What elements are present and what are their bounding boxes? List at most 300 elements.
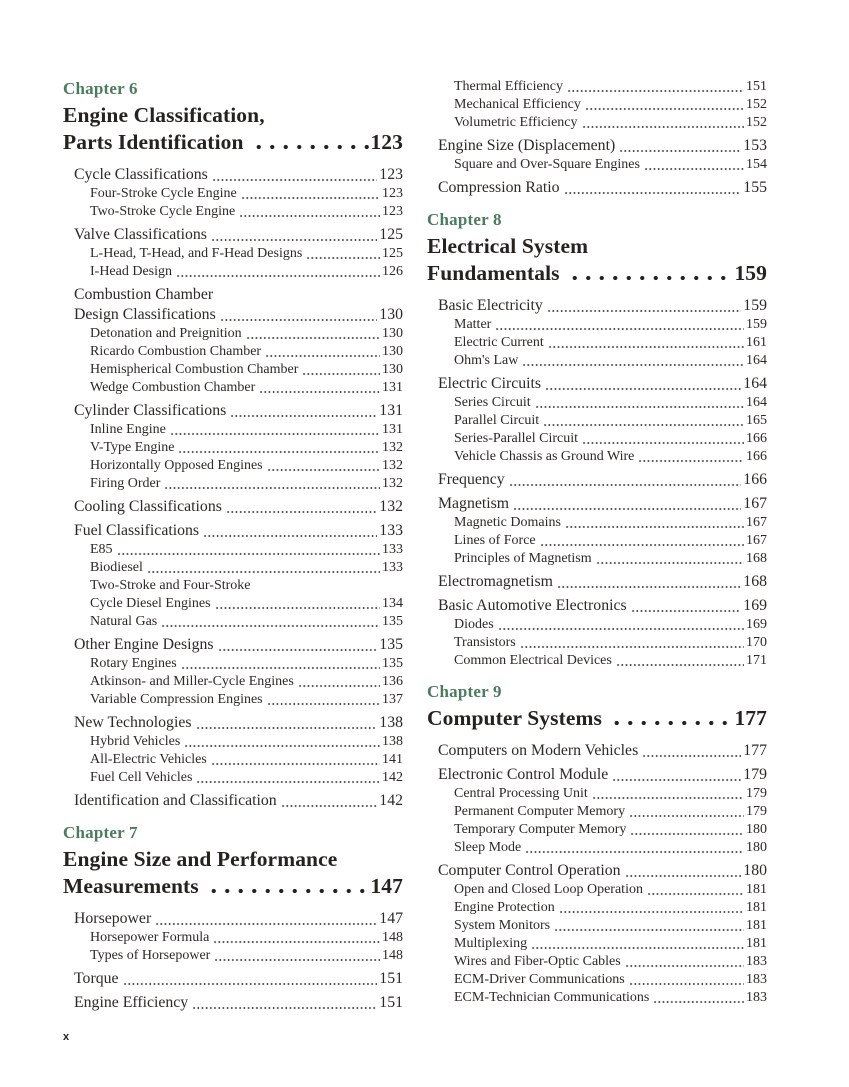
- dot-leader: [619, 136, 741, 156]
- dot-leader: [226, 497, 377, 517]
- toc-entry-row: [90, 325, 403, 343]
- toc-entry-page: 133: [382, 560, 403, 575]
- toc-entry-title: System Monitors: [454, 918, 551, 933]
- toc-entry-row: [74, 305, 403, 325]
- toc-entry-page: 181: [746, 900, 767, 915]
- dot-leader: [647, 881, 744, 899]
- toc-entry-row: [454, 899, 767, 917]
- toc-entry-page: 135: [382, 614, 403, 629]
- toc-entry-row: [438, 374, 767, 394]
- toc-entry-row: [90, 245, 403, 263]
- toc-subentry: [63, 325, 403, 343]
- dot-leader: [181, 655, 380, 673]
- toc-subentry: [63, 185, 403, 203]
- toc-entry-title: Two-Stroke and Four-Stroke: [90, 578, 251, 593]
- dot-leader: [211, 751, 380, 769]
- toc-subentry: [63, 421, 403, 439]
- chapter-label: Chapter 8: [427, 210, 502, 229]
- toc-entry-title: Detonation and Preignition: [90, 326, 242, 341]
- toc-entry-page: 181: [746, 918, 767, 933]
- chapter-heading: [63, 78, 403, 156]
- toc-subentry: [63, 245, 403, 263]
- dot-leader: [246, 325, 380, 343]
- chapter-title-row: [427, 705, 767, 732]
- toc-entry-row: [438, 178, 767, 198]
- toc-entry: [427, 741, 767, 761]
- toc-entry-row: [454, 989, 767, 1007]
- toc-entry-page: 133: [379, 522, 403, 539]
- toc-entry-row: [438, 596, 767, 616]
- toc-entry-page: 132: [379, 498, 403, 515]
- chapter-title-line: Electrical System: [427, 234, 589, 258]
- toc-entry-row: [454, 634, 767, 652]
- toc-entry-row: [90, 475, 403, 493]
- chapter-page-number: 177: [734, 706, 767, 730]
- toc-entry-title: Central Processing Unit: [454, 786, 588, 801]
- toc-entry-row: [90, 457, 403, 475]
- toc-subentry: [427, 803, 767, 821]
- toc-entry-row: [438, 136, 767, 156]
- toc-subentry: [427, 839, 767, 857]
- toc-entry-page: 154: [746, 157, 767, 172]
- chapter-title-line: Measurements: [63, 874, 199, 898]
- chapter-page-number: 159: [734, 261, 767, 285]
- toc-entry-row: [454, 448, 767, 466]
- toc-entry-row: [90, 263, 403, 281]
- dot-leader: [612, 765, 741, 785]
- toc-entry-row: [454, 334, 767, 352]
- toc-entry-page: 170: [746, 635, 767, 650]
- toc-entry-page: 151: [379, 994, 403, 1011]
- toc-entry-page: 169: [746, 617, 767, 632]
- toc-entry-title: Engine Efficiency: [74, 994, 189, 1011]
- toc-entry-page: 126: [382, 264, 403, 279]
- toc-entry-page: 152: [746, 97, 767, 112]
- toc-entry-page: 166: [743, 471, 767, 488]
- toc-entry: [427, 296, 767, 316]
- toc-entry-title: Wires and Fiber-Optic Cables: [454, 954, 621, 969]
- toc-entry-title: Inline Engine: [90, 422, 166, 437]
- dot-leader: [211, 225, 377, 245]
- toc-entry-title: I-Head Design: [90, 264, 173, 279]
- toc-entry-page: 137: [382, 692, 403, 707]
- toc-entry-title: Two-Stroke Cycle Engine: [90, 204, 236, 219]
- toc-entry-page: 167: [743, 495, 767, 512]
- toc-entry-row: [90, 613, 403, 631]
- toc-entry: [427, 136, 767, 156]
- toc-entry-row: [74, 909, 403, 929]
- toc-subentry: [63, 947, 403, 965]
- toc-entry: [427, 765, 767, 785]
- dot-leader: [214, 947, 380, 965]
- toc-entry-page: 142: [382, 770, 403, 785]
- dot-leader: [543, 412, 744, 430]
- toc-entry: [427, 470, 767, 490]
- toc-entry: [63, 791, 403, 811]
- toc-subentry: [427, 514, 767, 532]
- toc-entry-title: Transistors: [454, 635, 516, 650]
- toc-entry: [63, 497, 403, 517]
- toc-entry-page: 141: [382, 752, 403, 767]
- toc-entry-page: 131: [382, 380, 403, 395]
- toc-entry-title: Four-Stroke Cycle Engine: [90, 186, 237, 201]
- dot-leader: [630, 821, 744, 839]
- toc-entry-title: Torque: [74, 970, 119, 987]
- toc-column-left: [63, 78, 403, 1013]
- chapter-title-line: Parts Identification: [63, 130, 244, 154]
- dot-leader: [176, 263, 380, 281]
- toc-entry-title: ECM-Technician Communications: [454, 990, 650, 1005]
- toc-entry-page: 132: [382, 458, 403, 473]
- dot-leader: [625, 953, 744, 971]
- toc-entry-row: [454, 935, 767, 953]
- toc-subentry: [63, 769, 403, 787]
- toc-entry-row: [438, 470, 767, 490]
- chapter-page-number: 147: [370, 874, 403, 898]
- toc-entry-page: 138: [379, 714, 403, 731]
- dot-leader: [230, 401, 377, 421]
- toc-entry-row: [454, 821, 767, 839]
- toc-subentry: [427, 989, 767, 1007]
- toc-entry: [63, 993, 403, 1013]
- toc-entry-page: 123: [382, 186, 403, 201]
- dot-leader: [531, 935, 744, 953]
- dot-leader: [638, 448, 744, 466]
- chapter-title-line: Engine Size and Performance: [63, 847, 338, 871]
- toc-entry-page: 168: [746, 551, 767, 566]
- toc-subentry: [427, 394, 767, 412]
- toc-subentry: [63, 673, 403, 691]
- toc-entry-row: [438, 741, 767, 761]
- toc-subentry: [427, 352, 767, 370]
- toc-entry-page: 180: [746, 840, 767, 855]
- toc-entry-page: 161: [746, 335, 767, 350]
- toc-subentry: [427, 785, 767, 803]
- toc-entry-row: [90, 203, 403, 221]
- toc-entry: [63, 635, 403, 655]
- toc-subentry: [63, 361, 403, 379]
- dot-leader: [302, 361, 380, 379]
- toc-entry-page: 131: [382, 422, 403, 437]
- toc-subentry: [427, 334, 767, 352]
- dot-leader: [547, 296, 741, 316]
- dot-leader: [281, 791, 378, 811]
- toc-entry-title: Electric Current: [454, 335, 544, 350]
- toc-entry-page: 138: [382, 734, 403, 749]
- toc-subentry: [427, 412, 767, 430]
- dot-leader: [298, 673, 380, 691]
- chapter-heading: [63, 822, 403, 900]
- dot-leader: [212, 165, 377, 185]
- toc-entry-row: [90, 655, 403, 673]
- toc-entry-page: 166: [746, 449, 767, 464]
- dot-leader: [565, 514, 744, 532]
- dot-leader: [267, 457, 380, 475]
- toc-entry-row: [454, 550, 767, 568]
- toc-entry-page: 142: [379, 792, 403, 809]
- dot-leader: [117, 541, 380, 559]
- chapter-title-line: Engine Classification,: [63, 103, 265, 127]
- toc-entry-title: Open and Closed Loop Operation: [454, 882, 643, 897]
- toc-entry-row: [74, 969, 403, 989]
- toc-entry-page: 168: [743, 573, 767, 590]
- toc-entry-title: Electric Circuits: [438, 375, 542, 392]
- dot-leader: [265, 343, 380, 361]
- toc-entry-title: Lines of Force: [454, 533, 536, 548]
- toc-entry-row: [90, 379, 403, 397]
- toc-subentry: [427, 316, 767, 334]
- toc-subentry: [63, 475, 403, 493]
- toc-entry-title: Engine Protection: [454, 900, 555, 915]
- toc-entry: [427, 374, 767, 394]
- toc-entry-title: Parallel Circuit: [454, 413, 540, 428]
- toc-entry: [427, 861, 767, 881]
- toc-subentry: [427, 430, 767, 448]
- chapter-heading: [427, 209, 767, 287]
- toc-entry-title: Wedge Combustion Chamber: [90, 380, 256, 395]
- toc-entry-page: 132: [382, 476, 403, 491]
- toc-entry-page: 179: [746, 804, 767, 819]
- toc-subentry: [427, 532, 767, 550]
- dot-leader: [596, 550, 744, 568]
- toc-entry-title: Other Engine Designs: [74, 636, 214, 653]
- dot-leader: [653, 989, 744, 1007]
- dot-leader: [582, 114, 745, 132]
- toc-entry-row: [90, 691, 403, 709]
- toc-entry-row: [454, 652, 767, 670]
- toc-entry-title: Atkinson- and Miller-Cycle Engines: [90, 674, 294, 689]
- toc-entry-title: Firing Order: [90, 476, 161, 491]
- toc-entry-title: ECM-Driver Communications: [454, 972, 625, 987]
- dot-leader: [525, 839, 744, 857]
- dot-leader: [567, 78, 744, 96]
- toc-entry: [63, 401, 403, 421]
- toc-entry-page: 164: [746, 353, 767, 368]
- toc-entry-row: [454, 532, 767, 550]
- toc-subentry: [427, 953, 767, 971]
- toc-entry-row: [90, 343, 403, 361]
- toc-subentry: [427, 634, 767, 652]
- toc-subentry: [63, 457, 403, 475]
- chapter-title-row: [427, 260, 767, 287]
- toc-subentry: [427, 96, 767, 114]
- toc-entry-title: Cooling Classifications: [74, 498, 222, 515]
- toc-entry-title: Series Circuit: [454, 395, 531, 410]
- toc-entry-row: [454, 917, 767, 935]
- toc-entry: [427, 178, 767, 198]
- toc-entry-title: Hemispherical Combustion Chamber: [90, 362, 299, 377]
- dot-leader: [155, 909, 377, 929]
- dot-leader: [616, 652, 744, 670]
- toc-entry-page: 123: [382, 204, 403, 219]
- toc-entry-row: [90, 439, 403, 457]
- toc-entry-title: Horsepower Formula: [90, 930, 210, 945]
- dot-leader: [267, 691, 380, 709]
- toc-entry-title: New Technologies: [74, 714, 192, 731]
- toc-entry-title: Thermal Efficiency: [454, 79, 563, 94]
- toc-entry-title: Mechanical Efficiency: [454, 97, 581, 112]
- toc-entry-page: 169: [743, 597, 767, 614]
- toc-entry-title: Principles of Magnetism: [454, 551, 592, 566]
- dot-leader: [520, 634, 744, 652]
- toc-entry-title: Combustion Chamber: [74, 286, 214, 303]
- toc-entry-title: Cylinder Classifications: [74, 402, 227, 419]
- toc-entry-title: Computers on Modern Vehicles: [438, 742, 639, 759]
- toc-entry-title: Fuel Cell Vehicles: [90, 770, 193, 785]
- toc-subentry: [63, 751, 403, 769]
- dot-leader: [644, 156, 744, 174]
- toc-entry-row: [90, 595, 403, 613]
- toc-entry: [63, 969, 403, 989]
- dot-leader: [184, 733, 380, 751]
- toc-entry-title: Engine Size (Displacement): [438, 137, 616, 154]
- dot-leader: [196, 769, 380, 787]
- dot-leader: [164, 475, 380, 493]
- toc-entry: [63, 713, 403, 733]
- dot-leader: [495, 316, 744, 334]
- toc-entry-page: 151: [379, 970, 403, 987]
- toc-subentry: [427, 917, 767, 935]
- dot-leader: [170, 421, 380, 439]
- toc-entry-row: [90, 185, 403, 203]
- toc-entry-page: 151: [746, 79, 767, 94]
- toc-entry-row: [454, 156, 767, 174]
- toc-subentry: [63, 203, 403, 221]
- toc-subentry: [427, 881, 767, 899]
- dot-leader: [625, 861, 742, 881]
- toc-entry-row: [438, 296, 767, 316]
- toc-subentry: [427, 114, 767, 132]
- dot-leader: [582, 430, 744, 448]
- toc-entry-page: 132: [382, 440, 403, 455]
- dot-leader: [215, 595, 380, 613]
- toc-entry: [427, 572, 767, 592]
- toc-entry-row: [90, 769, 403, 787]
- toc-entry-page: 183: [746, 990, 767, 1005]
- toc-entry-title: E85: [90, 542, 113, 557]
- dot-leader: [557, 572, 741, 592]
- toc-entry-row: [454, 114, 767, 132]
- toc-subentry: [427, 550, 767, 568]
- toc-entry-row: [454, 316, 767, 334]
- dot-leader: [218, 635, 378, 655]
- toc-entry-row: [454, 953, 767, 971]
- toc-entry-page: 125: [379, 226, 403, 243]
- toc-entry-page: 179: [746, 786, 767, 801]
- toc-entry-page: 148: [382, 948, 403, 963]
- toc-entry-row: [454, 514, 767, 532]
- toc-entry-title: Electronic Control Module: [438, 766, 609, 783]
- toc-entry: [63, 165, 403, 185]
- dot-leader: [239, 203, 380, 221]
- toc-entry-title: Horizontally Opposed Engines: [90, 458, 263, 473]
- chapter-label: Chapter 9: [427, 682, 502, 701]
- dot-leader: [241, 185, 380, 203]
- page-footer: [63, 1031, 69, 1043]
- toc-entry-title: Magnetism: [438, 495, 510, 512]
- toc-subentry: [427, 156, 767, 174]
- toc-entry-page: 183: [746, 972, 767, 987]
- toc-entry-page: 166: [746, 431, 767, 446]
- chapter-label: Chapter 7: [63, 823, 138, 842]
- toc-entry-page: 133: [382, 542, 403, 557]
- dot-leader: [306, 245, 380, 263]
- toc-entry-page: 164: [743, 375, 767, 392]
- toc-entry-page: 130: [382, 344, 403, 359]
- toc-entry-row: [438, 572, 767, 592]
- toc-entry-row: [454, 430, 767, 448]
- toc-entry-title: Common Electrical Devices: [454, 653, 612, 668]
- toc-entry-row: [90, 929, 403, 947]
- toc-entry-title: Identification and Classification: [74, 792, 277, 809]
- toc-entry-page: 183: [746, 954, 767, 969]
- toc-entry-title: Temporary Computer Memory: [454, 822, 627, 837]
- dot-leader: [513, 494, 741, 514]
- toc-entry-row: [454, 971, 767, 989]
- dot-leader: [554, 917, 744, 935]
- toc-entry-title: Basic Automotive Electronics: [438, 597, 627, 614]
- toc-entry-page: 167: [746, 533, 767, 548]
- toc-entry-row: [90, 421, 403, 439]
- dot-leader: [631, 596, 742, 616]
- toc-entry-row: [90, 733, 403, 751]
- toc-entry-row: [454, 96, 767, 114]
- toc-entry-title: Rotary Engines: [90, 656, 177, 671]
- toc-entry-row: [90, 673, 403, 691]
- toc-entry-title: Electromagnetism: [438, 573, 553, 590]
- toc-subentry: [63, 691, 403, 709]
- toc-entry-row: [454, 881, 767, 899]
- toc-entry-page: 130: [382, 362, 403, 377]
- dot-leader: [540, 532, 744, 550]
- toc-entry-row: [454, 616, 767, 634]
- dot-leader: [610, 705, 733, 732]
- toc-entry-title: Types of Horsepower: [90, 948, 211, 963]
- toc-entry-row: [454, 785, 767, 803]
- dot-leader: [559, 899, 744, 917]
- toc-entry-page: 155: [743, 179, 767, 196]
- toc-entry-title: Sleep Mode: [454, 840, 522, 855]
- toc-subentry: [427, 448, 767, 466]
- chapter-page-number: 123: [370, 130, 403, 154]
- chapter-title-row: [63, 873, 403, 900]
- toc-entry-title: L-Head, T-Head, and F-Head Designs: [90, 246, 303, 261]
- toc-subentry: [63, 379, 403, 397]
- toc-entry: [63, 909, 403, 929]
- dot-leader: [564, 178, 742, 198]
- toc-entry-title: Magnetic Domains: [454, 515, 561, 530]
- dot-leader: [585, 96, 744, 114]
- toc-entry-page: 136: [382, 674, 403, 689]
- toc-entry-title: Valve Classifications: [74, 226, 207, 243]
- dot-leader: [592, 785, 744, 803]
- toc-entry-page: 135: [382, 656, 403, 671]
- chapter-title-row: [63, 129, 403, 156]
- toc-entry-row: [438, 765, 767, 785]
- toc-subentry: [63, 559, 403, 577]
- toc-entry-page: 180: [746, 822, 767, 837]
- toc-entry: [63, 225, 403, 245]
- dot-leader: [642, 741, 741, 761]
- toc-entry-page: 131: [379, 402, 403, 419]
- toc-subentry: [427, 971, 767, 989]
- toc-subentry: [63, 929, 403, 947]
- toc-entry: [63, 285, 403, 325]
- dot-leader: [123, 969, 378, 989]
- toc-entry-page: 171: [746, 653, 767, 668]
- toc-entry: [427, 596, 767, 616]
- toc-entry-page: 130: [379, 306, 403, 323]
